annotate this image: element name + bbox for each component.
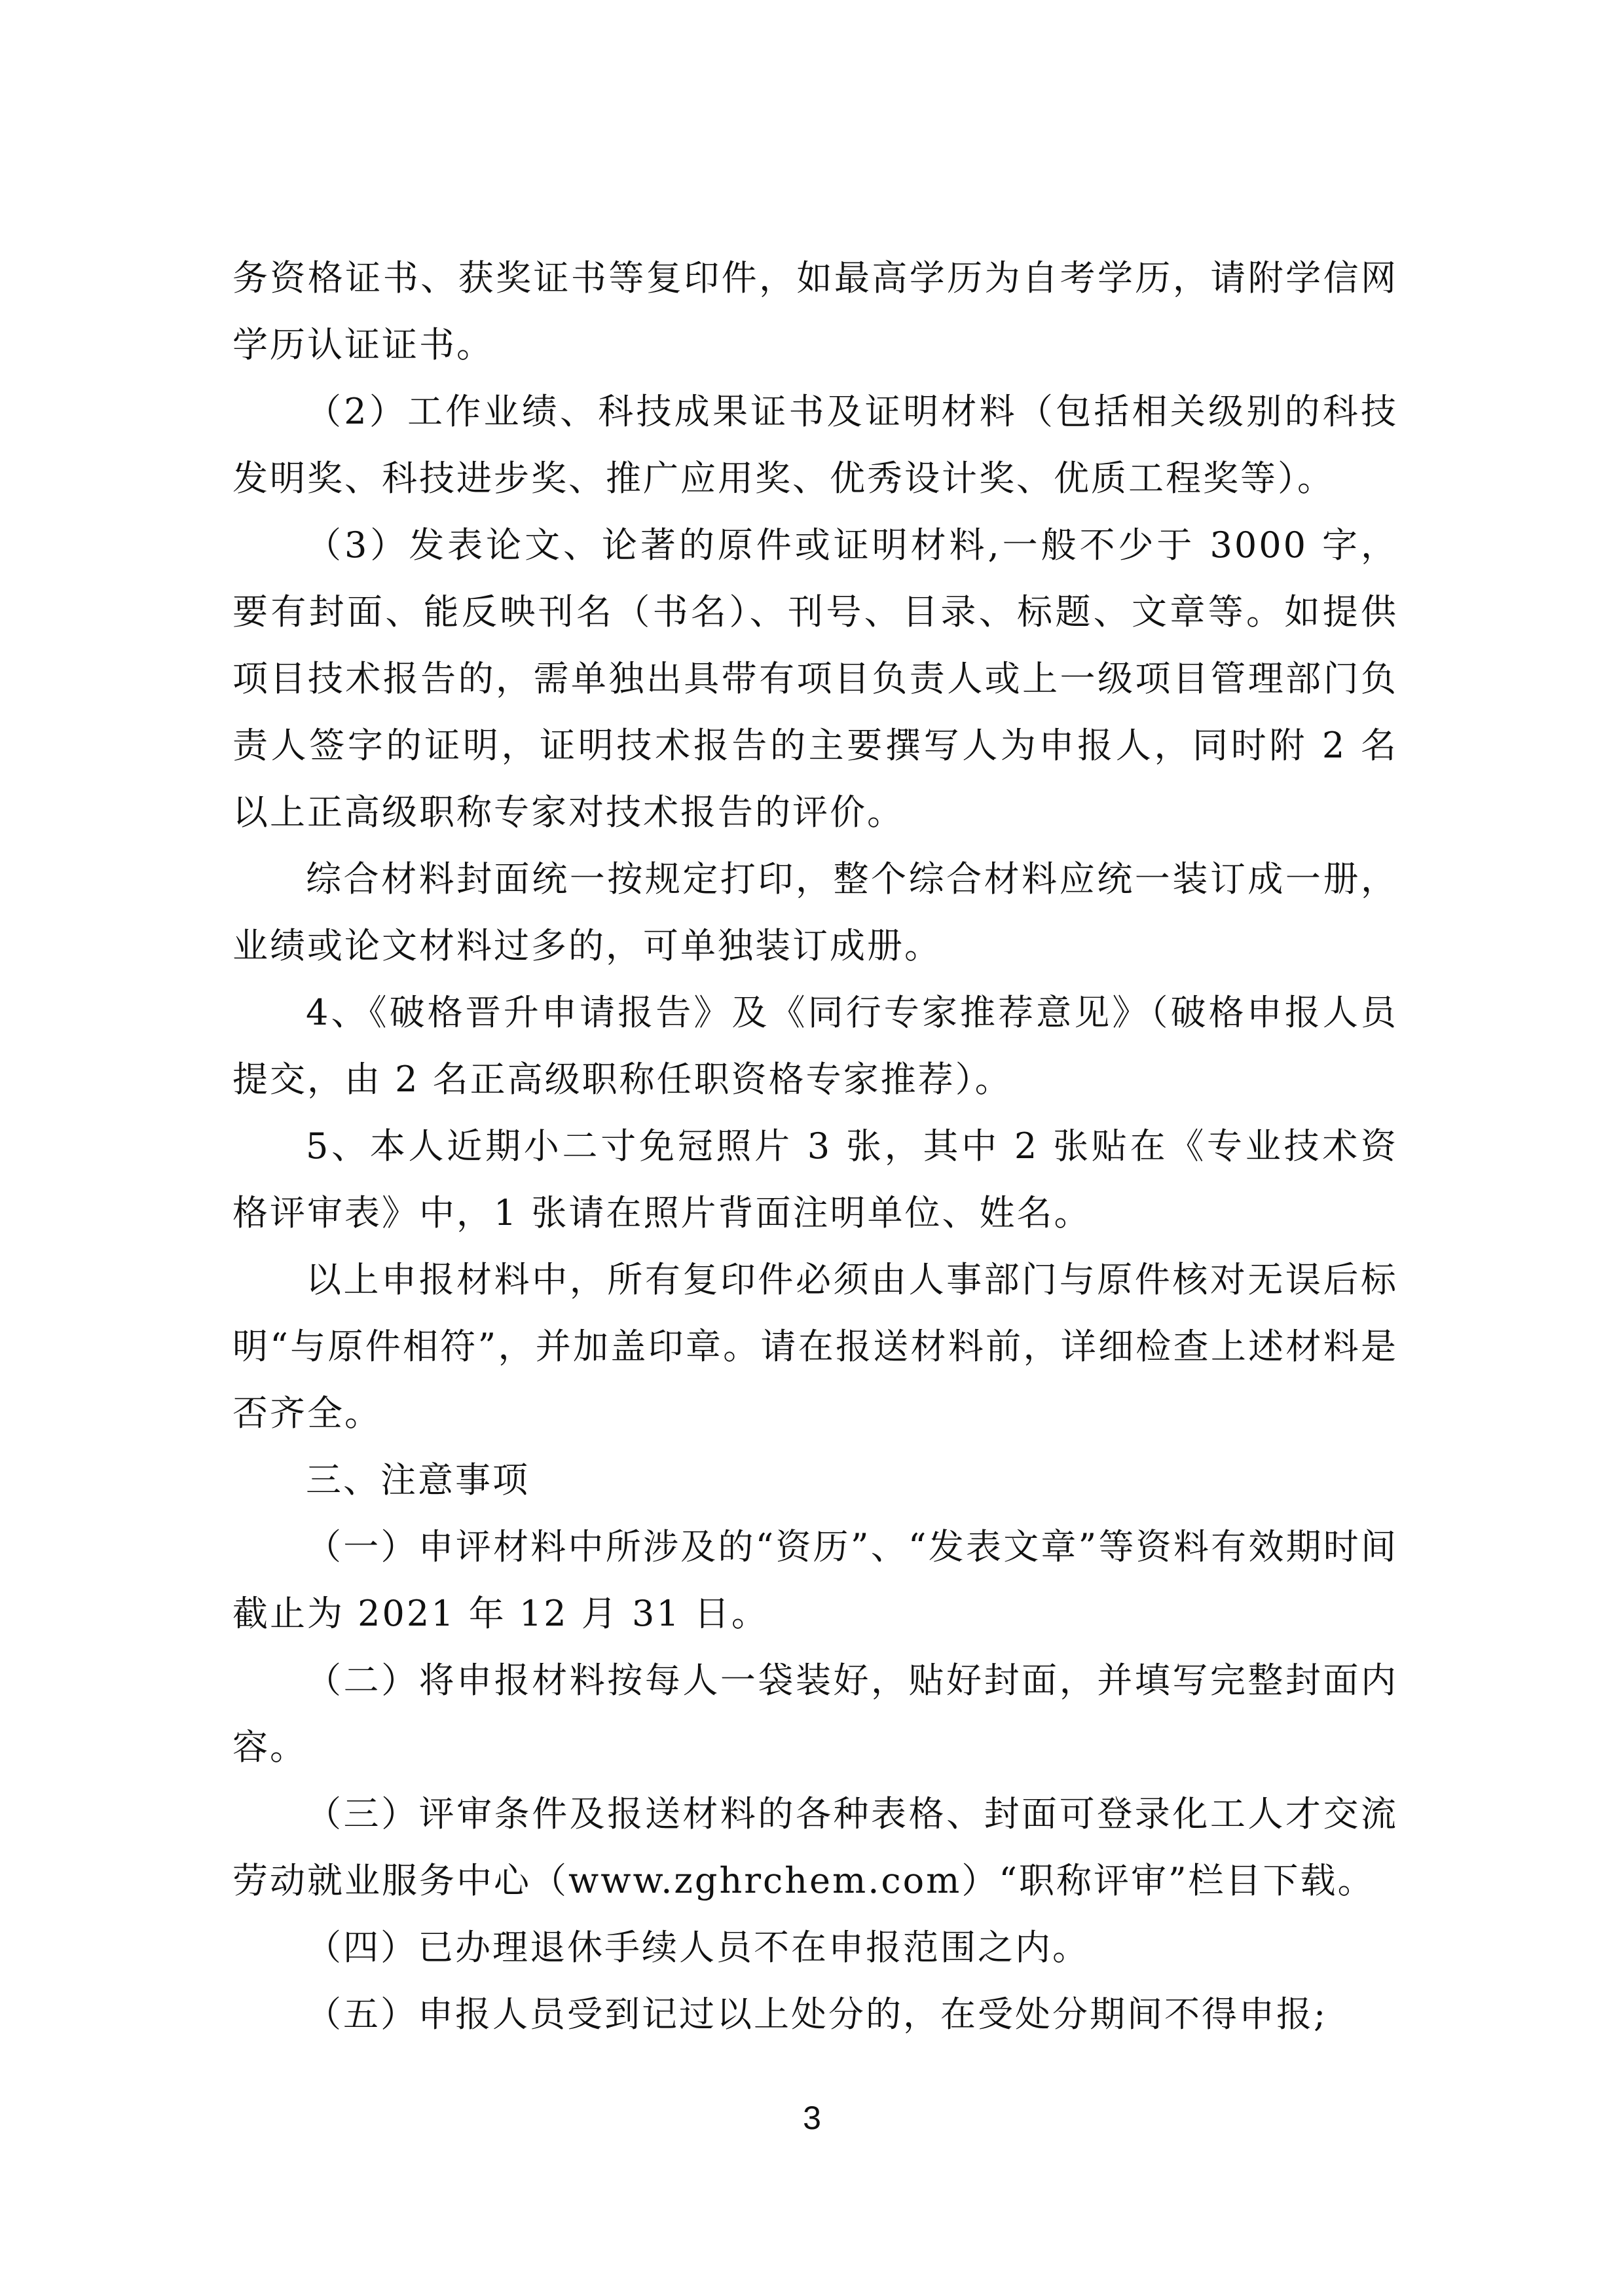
note-item-4: （四）已办理退休手续人员不在申报范围之内。 xyxy=(306,1927,1090,1968)
note-item-2: （二）将申报材料按每人一袋装好，贴好封面，并填写完整封面内容。 xyxy=(232,1660,1398,1768)
note-item-1: （一）申评材料中所涉及的“资历”、“发表文章”等资料有效期时间截止为 2021 年 12 月 31 日。 xyxy=(232,1526,1398,1634)
section-heading-notes: 三、注意事项 xyxy=(306,1459,530,1501)
paragraph-continuation-certificates: 务资格证书、获奖证书等复印件，如最高学历为自考学历，请附学信网学历认证证书。 xyxy=(232,257,1398,365)
document-body xyxy=(232,245,1398,2048)
page-number: 3 xyxy=(803,2100,821,2136)
paragraph-work-achievements: （2）工作业绩、科技成果证书及证明材料（包括相关级别的科技发明奖、科技进步奖、推广应用奖、优秀设计奖、优质工程奖等）。 xyxy=(232,391,1398,499)
paragraph-published-papers: （3）发表论文、论著的原件或证明材料,一般不少于 3000 字，要有封面、能反映刊名（书名）、刊号、目录、标题、文章等。如提供项目技术报告的，需单独出具带有项目负责人或上一级项目管理部门负责人签字的证明，证明技术报告的主要撰写人为申报人，同时附 2 名以上正高级职称专家对技术报告的评价。 xyxy=(232,524,1398,833)
paragraph-copy-verification: 以上申报材料中，所有复印件必须由人事部门与原件核对无误后标明“与原件相符”，并加盖印章。请在报送材料前，详细检查上述材料是否齐全。 xyxy=(232,1259,1398,1434)
note-item-5: （五）申报人员受到记过以上处分的，在受处分期间不得申报; xyxy=(306,1994,1328,2035)
paragraph-exception-promotion-report: 4、《破格晋升申请报告》及《同行专家推荐意见》（破格申报人员提交，由 2 名正高级职称任职资格专家推荐）。 xyxy=(232,992,1398,1100)
note-item-3: （三）评审条件及报送材料的各种表格、封面可登录化工人才交流劳动就业服务中心（www.zghrchem.com）“职称评审”栏目下载。 xyxy=(232,1793,1398,1901)
paragraph-photos: 5、本人近期小二寸免冠照片 3 张，其中 2 张贴在《专业技术资格评审表》中，1 张请在照片背面注明单位、姓名。 xyxy=(232,1125,1398,1233)
paragraph-binding-instructions: 综合材料封面统一按规定打印，整个综合材料应统一装订成一册，业绩或论文材料过多的，可单独装订成册。 xyxy=(232,858,1398,966)
